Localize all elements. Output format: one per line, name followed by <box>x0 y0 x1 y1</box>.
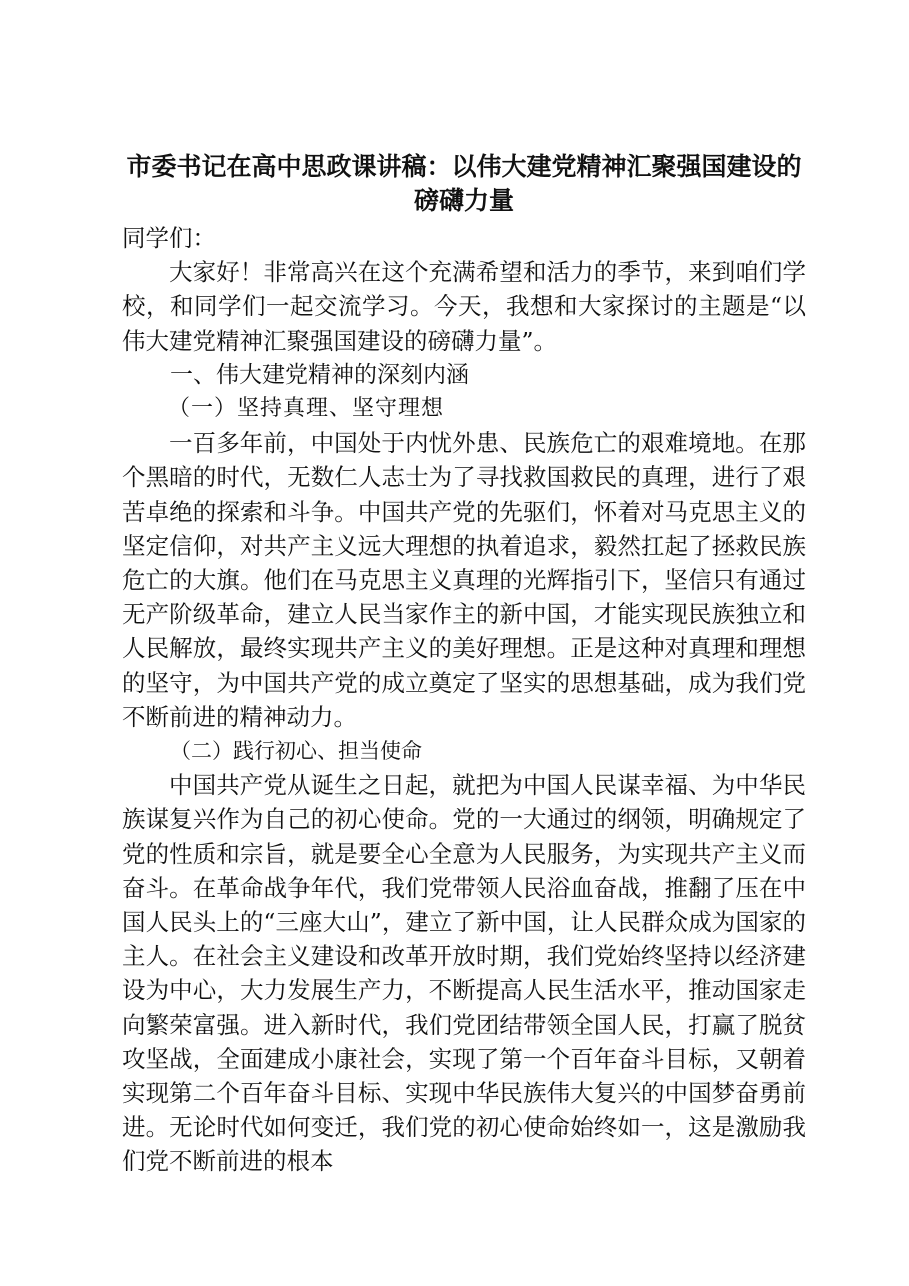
subsection-1-paragraph: 一百多年前，中国处于内忧外患、民族危亡的艰难境地。在那个黑暗的时代，无数仁人志士为了寻找救国救民的真理，进行了艰苦卓绝的探索和斗争。中国共产党的先驱们，怀着对马克思主义的坚定信仰，对共产主义远大理想的执着追求，毅然扛起了拯救民族危亡的大旗。他们在马克思主义真理的光辉指引下，坚信只有通过无产阶级革命，建立人民当家作主的新中国，才能实现民族独立和人民解放，最终实现共产主义的美好理想。正是这种对真理和理想的坚守，为中国共产党的成立奠定了坚实的思想基础，成为我们党不断前进的精神动力。 <box>122 429 806 731</box>
subsection-heading-2: （二）践行初心、担当使命 <box>170 739 422 764</box>
subsection-heading-1: （一）坚持真理、坚守理想 <box>168 396 445 422</box>
section-heading-1: 一、伟大建党精神的深刻内涵 <box>170 361 469 388</box>
subsection-2-paragraph: 中国共产党从诞生之日起，就把为中国人民谋幸福、为中华民族谋复兴作为自己的初心使命。党的一大通过的纲领，明确规定了党的性质和宗旨，就是要全心全意为人民服务，为实现共产主义而奋斗。在革命战争年代，我们党带领人民浴血奋战，推翻了压在中国人民头上的“三座大山”，建立了新中国，让人民群众成为国家的主人。在社会主义建设和改革开放时期，我们党始终坚持以经济建设为中心，大力发展生产力，不断提高人民生活水平，推动国家走向繁荣富强。进入新时代，我们党团结带领全国人民，打赢了脱贫攻坚战，全面建成小康社会，实现了第一个百年奋斗目标，又朝着实现第二个百年奋斗目标、实现中华民族伟大复兴的中国梦奋勇前进。无论时代如何变迁，我们党的初心使命始终如一，这是激励我们党不断前进的根本 <box>122 771 806 1176</box>
title-line-2: 磅礴力量 <box>413 186 514 215</box>
title-line-1: 市委书记在高中思政课讲稿：以伟大建党精神汇聚强国建设的 <box>126 152 802 181</box>
document-title <box>122 150 806 218</box>
document-page <box>122 150 806 1179</box>
intro-paragraph: 大家好！非常高兴在这个充满希望和活力的季节，来到咱们学校，和同学们一起交流学习。今天，我想和大家探讨的主题是“以伟大建党精神汇聚强国建设的磅礴力量”。 <box>122 258 806 355</box>
salutation: 同学们： <box>122 224 216 252</box>
